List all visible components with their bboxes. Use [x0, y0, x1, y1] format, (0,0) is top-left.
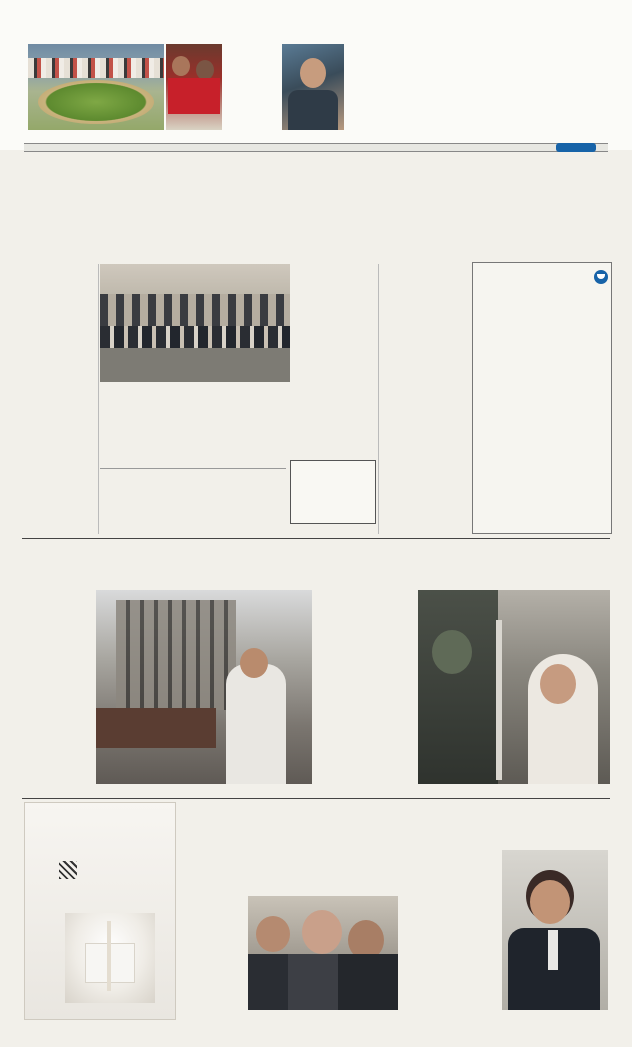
- editorial-author: [476, 522, 604, 531]
- aqsa-headline[interactable]: [316, 560, 608, 586]
- masthead-logo: [428, 58, 608, 118]
- story-column-4: [222, 394, 290, 462]
- aqsa-kicker[interactable]: [316, 541, 608, 559]
- teaser-sports[interactable]: [222, 44, 280, 130]
- baghdad-body: [24, 590, 92, 794]
- mabarrat-box[interactable]: [290, 460, 376, 524]
- tunisia-photo: [502, 850, 608, 1010]
- main-headline[interactable]: [28, 186, 606, 226]
- patchi-ad[interactable]: [24, 802, 176, 1020]
- baghdad-photo: [96, 590, 312, 784]
- baghdad-headline[interactable]: [22, 560, 312, 586]
- aqsa-caption: [418, 786, 610, 794]
- mabarrat-title: [295, 465, 371, 513]
- divider: [378, 264, 379, 534]
- editorial-body: [477, 292, 607, 518]
- teaser-sports-photo: [166, 44, 222, 130]
- masthead-tagline: [440, 118, 560, 130]
- issue-badge: [556, 143, 596, 152]
- main-kicker[interactable]: [22, 156, 610, 182]
- tehran-body: [180, 850, 244, 1020]
- section-divider: [22, 538, 610, 539]
- tehran-headline[interactable]: [180, 820, 398, 846]
- tunisia-headline[interactable]: [402, 820, 608, 846]
- tunisia-body: [404, 850, 498, 1020]
- top-code: [424, 44, 484, 56]
- conference-caption: [100, 384, 290, 392]
- section-divider: [22, 798, 610, 799]
- baghdad-caption: [96, 786, 312, 794]
- teaser-aids-photo: [282, 44, 344, 130]
- tehran-caption: [248, 1012, 398, 1020]
- side-tagline: [609, 40, 629, 135]
- editorial-header: [476, 266, 608, 288]
- tunisia-kicker[interactable]: [402, 802, 608, 820]
- tunisia-caption: [502, 1012, 608, 1020]
- story-column-2: [382, 264, 468, 534]
- teaser-tabbouleh-caption[interactable]: [28, 131, 226, 141]
- tabbouleh-photo: [28, 44, 164, 130]
- main-subhead[interactable]: [24, 230, 610, 254]
- tehran-kicker[interactable]: [180, 802, 398, 820]
- story-column-left: [24, 264, 96, 534]
- swine-flu-box[interactable]: [100, 468, 286, 526]
- baghdad-kicker[interactable]: [22, 541, 312, 559]
- tehran-body-2: [248, 850, 398, 892]
- dateline: [70, 144, 550, 152]
- patchi-logo-icon: [59, 861, 77, 879]
- editorial-logo-icon: [594, 270, 608, 284]
- gift-box-image: [65, 913, 155, 1003]
- teaser-sports-headline: [222, 44, 280, 104]
- divider: [98, 264, 99, 534]
- aqsa-photo: [418, 590, 610, 784]
- aqsa-body: [316, 590, 414, 794]
- teaser-aids[interactable]: [344, 44, 428, 130]
- conference-photo: [100, 264, 290, 382]
- story-column-5: [100, 394, 216, 462]
- tehran-photo: [248, 896, 398, 1010]
- teaser-aids-headline: [344, 44, 428, 102]
